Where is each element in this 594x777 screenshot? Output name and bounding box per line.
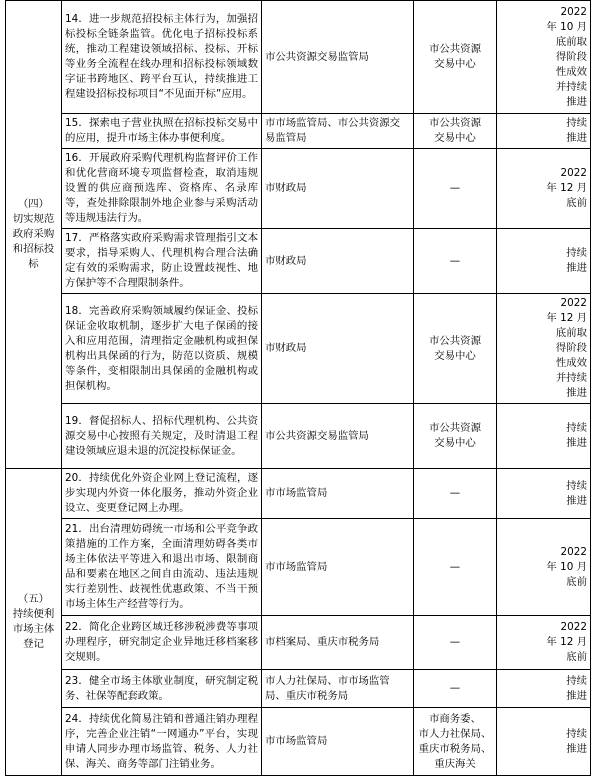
measures-table <box>5 0 591 776</box>
category-label: （四） 切实规范 政府采购 和招标投 标 <box>12 198 55 270</box>
lead-dept-text: 市财政局 <box>265 342 307 354</box>
task-text: 17．严格落实政府采购需求管理指引文本要求，指导采购人、代理机构合理合法确定有效的采购需求，防止设置歧视性、地方保护等不合理限制条件。 <box>65 232 258 289</box>
category-label: （五） 持续便利 市场主体 登记 <box>12 593 55 650</box>
lead-dept-cell <box>262 294 414 404</box>
co-dept-text: 市公共资源 交易中心 <box>429 43 481 70</box>
table-row <box>6 670 591 708</box>
co-dept-text: — <box>449 487 461 499</box>
task-cell <box>62 616 262 670</box>
lead-dept-cell <box>262 229 414 294</box>
task-cell <box>62 670 262 708</box>
lead-dept-text: 市档案局、重庆市税务局 <box>265 636 380 648</box>
table-row <box>6 149 591 229</box>
deadline-cell <box>497 404 591 469</box>
lead-dept-text: 市人力社保局、市市场监管局、重庆市税务局 <box>265 674 390 702</box>
lead-dept-cell <box>262 469 414 519</box>
deadline-text: 持续 推进 <box>566 727 587 755</box>
task-text: 15．探索电子营业执照在招标投标交易中的应用，提升市场主体办事便利度。 <box>65 117 258 144</box>
co-dept-cell <box>414 294 497 404</box>
lead-dept-text: 市市场监管局 <box>265 487 328 499</box>
task-cell <box>62 469 262 519</box>
task-cell <box>62 114 262 149</box>
task-text: 18．完善政府采购领域履约保证金、投标保证金收取机制，逐步扩大电子保函的接入和应用范围，清理指定金融机构或担保机构出具保函的行为，防范以资质、规模等条件，变相限制出具保函的金融机构或担保机构。 <box>65 304 258 392</box>
deadline-cell <box>497 616 591 670</box>
lead-dept-cell <box>262 1 414 114</box>
lead-dept-text: 市市场监管局、市公共资源交易监管局 <box>265 117 401 144</box>
deadline-text: 持续 推进 <box>566 422 587 449</box>
deadline-cell <box>497 469 591 519</box>
co-dept-cell <box>414 229 497 294</box>
table-row <box>6 114 591 149</box>
category-cell <box>6 469 62 776</box>
co-dept-cell <box>414 149 497 229</box>
lead-dept-cell <box>262 670 414 708</box>
co-dept-cell <box>414 1 497 114</box>
task-text: 14．进一步规范招投标主体行为，加强招标投标全链条监管。优化电子招标投标系统，推动工程建设领域招标、投标、开标等业务全流程在线办理和招标投标领域数字证书跨地区、跨平台互认，持续推进工程建设招标投标项目“不见面开标”应用。 <box>65 13 258 100</box>
task-text: 20．持续优化外资企业网上登记流程，逐步实现内外资一体化服务，推动外资企业设立、变更登记网上办理。 <box>65 472 258 514</box>
task-cell <box>62 229 262 294</box>
lead-dept-cell <box>262 114 414 149</box>
task-text: 21．出台清理妨碍统一市场和公平竞争政策措施的工作方案，全面清理妨碍各类市场主体依法平等进入和退出市场、限制商品和要素在地区之间自由流动、违法违规实行差别性、歧视性优惠政策、不当干预市场主体生产经营等行为。 <box>65 523 258 610</box>
lead-dept-cell <box>262 616 414 670</box>
task-cell <box>62 519 262 616</box>
co-dept-cell <box>414 469 497 519</box>
task-text: 23．健全市场主体歇业制度，研究制定税务、社保等配套政策。 <box>65 674 258 702</box>
table-row <box>6 708 591 776</box>
deadline-text: 持续 推进 <box>566 117 587 144</box>
co-dept-text: — <box>449 636 461 648</box>
co-dept-text: — <box>449 682 461 694</box>
task-text: 16．开展政府采购代理机构监督评价工作和优化营商环境专项监督检查，取消违规设置的供应商预选库、资格库、名录库等，查处排除限制外地企业参与采购活动等违规违法行为。 <box>65 152 258 224</box>
table-row <box>6 404 591 469</box>
co-dept-text: 市公共资源 交易中心 <box>429 422 481 449</box>
deadline-cell <box>497 708 591 776</box>
task-text: 19．督促招标人、招标代理机构、公共资源交易中心按照有关规定，及时清退工程建设领域应退未退的沉淀投标保证金。 <box>65 414 258 457</box>
category-cell <box>6 1 62 469</box>
deadline-text: 2022 年 10 月 底前 <box>546 545 587 588</box>
task-cell <box>62 708 262 776</box>
co-dept-cell <box>414 114 497 149</box>
lead-dept-text: 市财政局 <box>265 254 307 267</box>
table-row <box>6 616 591 670</box>
deadline-text: 持续 推进 <box>566 479 587 507</box>
lead-dept-cell <box>262 519 414 616</box>
task-cell <box>62 149 262 229</box>
lead-dept-cell <box>262 708 414 776</box>
co-dept-text: 市商务委、 市人力社保局、 重庆市税务局、 重庆海关 <box>418 712 492 770</box>
co-dept-text: 市公共资源 交易中心 <box>429 334 481 362</box>
deadline-text: 持续 推进 <box>566 247 587 274</box>
deadline-text: 2022 年 12 月 底前 <box>546 167 587 209</box>
deadline-cell <box>497 229 591 294</box>
task-text: 24．持续优化简易注销和普通注销办理程序，完善企业注销“一网通办”平台，实现申请人同步办理市场监管、税务、人力社保、海关、商务等部门注销业务。 <box>65 712 258 770</box>
co-dept-cell <box>414 519 497 616</box>
co-dept-cell <box>414 670 497 708</box>
co-dept-cell <box>414 404 497 469</box>
co-dept-cell <box>414 708 497 776</box>
task-cell <box>62 404 262 469</box>
table-row <box>6 229 591 294</box>
deadline-cell <box>497 1 591 114</box>
table-row <box>6 519 591 616</box>
task-cell <box>62 1 262 114</box>
deadline-cell <box>497 670 591 708</box>
co-dept-text: 市公共资源 交易中心 <box>429 117 481 144</box>
co-dept-text: — <box>449 182 461 194</box>
deadline-cell <box>497 114 591 149</box>
deadline-text: 持续 推进 <box>566 674 587 702</box>
deadline-cell <box>497 149 591 229</box>
lead-dept-text: 市市场监管局 <box>265 735 328 747</box>
lead-dept-text: 市公共资源交易监管局 <box>265 429 369 442</box>
lead-dept-cell <box>262 404 414 469</box>
task-text: 22．简化企业跨区域迁移涉税涉费等事项办理程序，研究制定企业异地迁移档案移交规则。 <box>65 621 258 663</box>
task-cell <box>62 294 262 404</box>
lead-dept-cell <box>262 149 414 229</box>
table-row <box>6 1 591 114</box>
lead-dept-text: 市市场监管局 <box>265 560 328 573</box>
lead-dept-text: 市公共资源交易监管局 <box>265 50 369 63</box>
deadline-text: 2022 年 12 月 底前取 得阶段 性成效 并持续 推进 <box>546 297 587 399</box>
deadline-cell <box>497 519 591 616</box>
co-dept-text: — <box>449 254 461 267</box>
table-row <box>6 294 591 404</box>
deadline-cell <box>497 294 591 404</box>
co-dept-cell <box>414 616 497 670</box>
table-row <box>6 469 591 519</box>
co-dept-text: — <box>449 560 461 573</box>
lead-dept-text: 市财政局 <box>265 182 307 194</box>
deadline-text: 2022 年 10 月 底前取 得阶段 性成效 并持续 推进 <box>546 5 587 108</box>
deadline-text: 2022 年 12 月 底前 <box>546 621 587 663</box>
